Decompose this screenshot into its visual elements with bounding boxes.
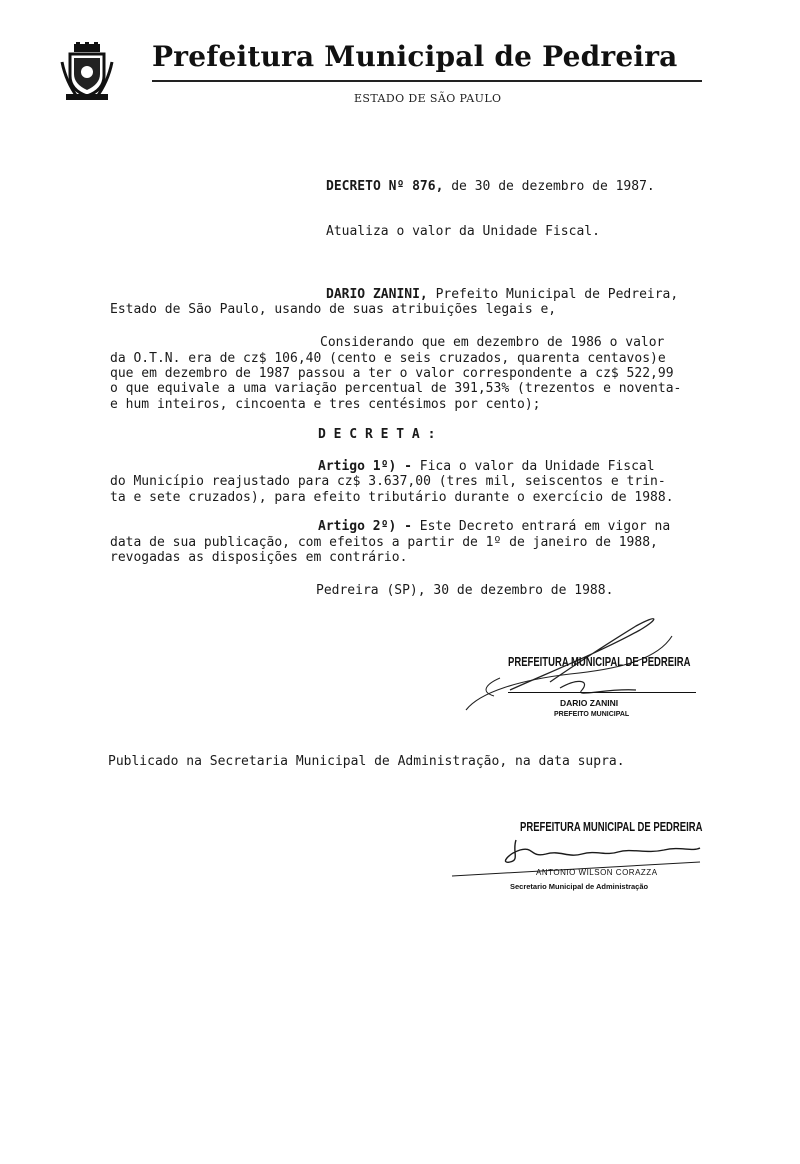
organization-name: Prefeitura Municipal de Pedreira bbox=[152, 40, 678, 73]
mayor-name: DARIO ZANINI, bbox=[326, 287, 428, 302]
intro-line-2: Estado de São Paulo, usando de suas atribuições legais e, bbox=[110, 302, 557, 317]
considering-line: que em dezembro de 1987 passou a ter o valor correspondente a cz$ 522,99 bbox=[110, 366, 674, 381]
article-2-label: Artigo 2º) - bbox=[318, 519, 412, 534]
decreta-heading: D E C R E T A : bbox=[318, 427, 436, 442]
decree-heading-line bbox=[326, 178, 655, 196]
decree-date: de 30 de dezembro de 1987. bbox=[451, 179, 655, 194]
article-1-label: Artigo 1º) - bbox=[318, 459, 412, 474]
header-rule bbox=[152, 80, 702, 82]
article-1-line: do Município reajustado para cz$ 3.637,00 (tres mil, seiscentos e trin- bbox=[110, 474, 666, 489]
article-2-text: Este Decreto entrará em vigor na bbox=[419, 519, 671, 534]
article-1-line: ta e sete cruzados), para efeito tributário durante o exercício de 1988. bbox=[110, 490, 674, 505]
signature-1-line bbox=[508, 692, 696, 693]
state-name: ESTADO DE SÃO PAULO bbox=[354, 92, 502, 105]
intro-text: Prefeito Municipal de Pedreira, bbox=[435, 287, 679, 302]
closing-place-date: Pedreira (SP), 30 de dezembro de 1988. bbox=[316, 583, 614, 598]
article-2-line: data de sua publicação, com efeitos a partir de 1º de janeiro de 1988, bbox=[110, 535, 658, 550]
municipal-crest-icon bbox=[60, 42, 114, 102]
publication-note: Publicado na Secretaria Municipal de Administração, na data supra. bbox=[108, 754, 625, 769]
signature-2-stamp: PREFEITURA MUNICIPAL DE PEDREIRA bbox=[520, 820, 703, 835]
decree-summary: Atualiza o valor da Unidade Fiscal. bbox=[326, 224, 600, 239]
signature-1-stamp: PREFEITURA MUNICIPAL DE PEDREIRA bbox=[508, 655, 691, 670]
signature-1-name: DARIO ZANINI bbox=[560, 698, 619, 708]
considering-line: o que equivale a uma variação percentual de 391,53% (trezentos e noventa- bbox=[110, 381, 682, 396]
article-1-text: Fica o valor da Unidade Fiscal bbox=[419, 459, 655, 474]
considering-line: Considerando que em dezembro de 1986 o valor bbox=[320, 335, 665, 350]
decree-number: DECRETO Nº 876, bbox=[326, 179, 444, 194]
signature-2-role: Secretario Municipal de Administração bbox=[510, 882, 649, 891]
article-2-line: revogadas as disposições em contrário. bbox=[110, 550, 408, 565]
signature-1-role: PREFEITO MUNICIPAL bbox=[554, 711, 630, 718]
considering-line: e hum inteiros, cincoenta e tres centésimos por cento); bbox=[110, 397, 541, 412]
signature-2-name: ANTONIO WILSON CORAZZA bbox=[536, 868, 658, 877]
considering-line: da O.T.N. era de cz$ 106,40 (cento e seis cruzados, quarenta centavos)e bbox=[110, 351, 666, 366]
